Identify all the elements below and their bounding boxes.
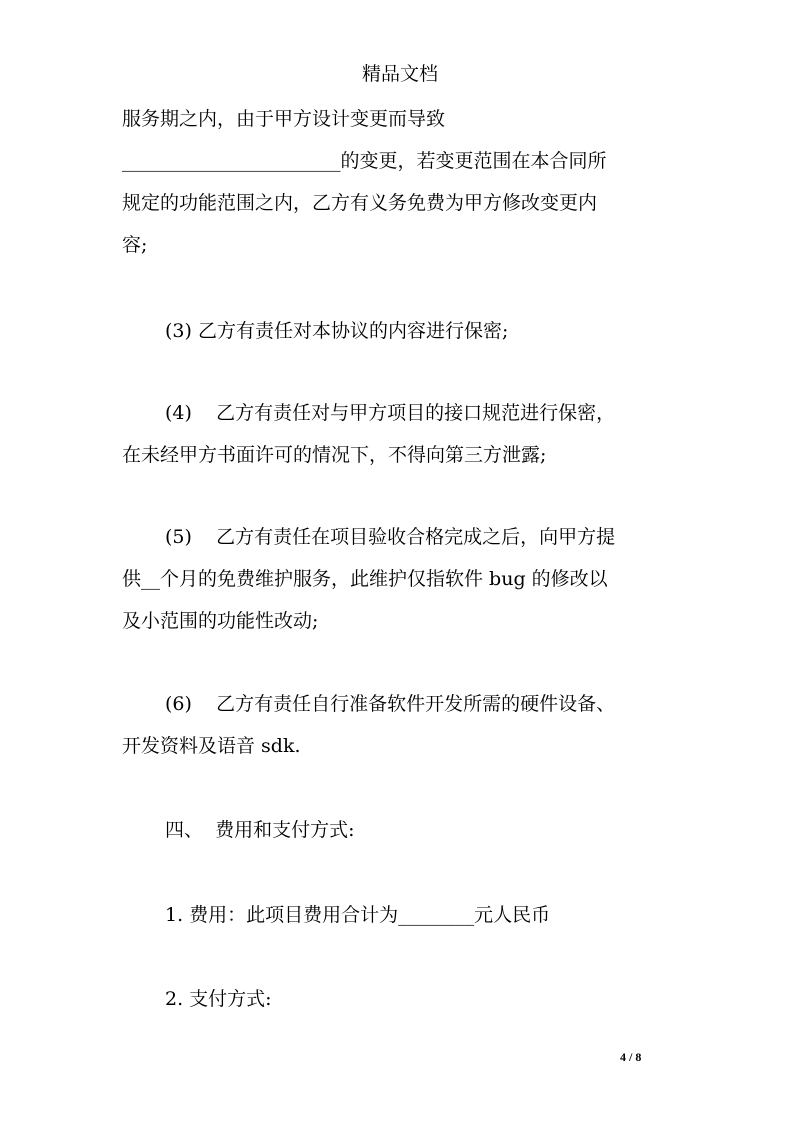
page-number: 4 / 8 xyxy=(620,1050,642,1064)
page-header-title: 精品文档 xyxy=(361,63,438,85)
clause-4: (4) 乙方有责任对与甲方项目的接口规范进行保密， xyxy=(165,402,616,424)
text-line: 供__个月的免费维护服务，此维护仅指软件 bug 的修改以 xyxy=(122,568,608,590)
text-line: 服务期之内，由于甲方设计变更而导致 xyxy=(122,108,446,130)
fee-line: 1. 费用：此项目费用合计为________元人民币 xyxy=(165,904,551,926)
clause-5: (5) 乙方有责任在项目验收合格完成之后，向甲方提 xyxy=(165,526,616,548)
text-line: 开发资料及语音 sdk. xyxy=(122,735,301,757)
text-line: 容; xyxy=(122,234,148,256)
clause-6: (6) 乙方有责任自行准备软件开发所需的硬件设备、 xyxy=(165,693,616,715)
text-line: 规定的功能范围之内，乙方有义务免费为甲方修改变更内 xyxy=(122,192,598,214)
text-line: 在未经甲方书面许可的情况下，不得向第三方泄露; xyxy=(122,444,547,466)
payment-method-line: 2. 支付方式: xyxy=(165,988,272,1010)
clause-3: (3) 乙方有责任对本协议的内容进行保密; xyxy=(165,320,509,342)
section-heading: 四、 费用和支付方式: xyxy=(165,819,355,841)
text-line: 及小范围的功能性改动; xyxy=(122,610,319,632)
text-line: _______________________的变更，若变更范围在本合同所 xyxy=(122,150,607,172)
